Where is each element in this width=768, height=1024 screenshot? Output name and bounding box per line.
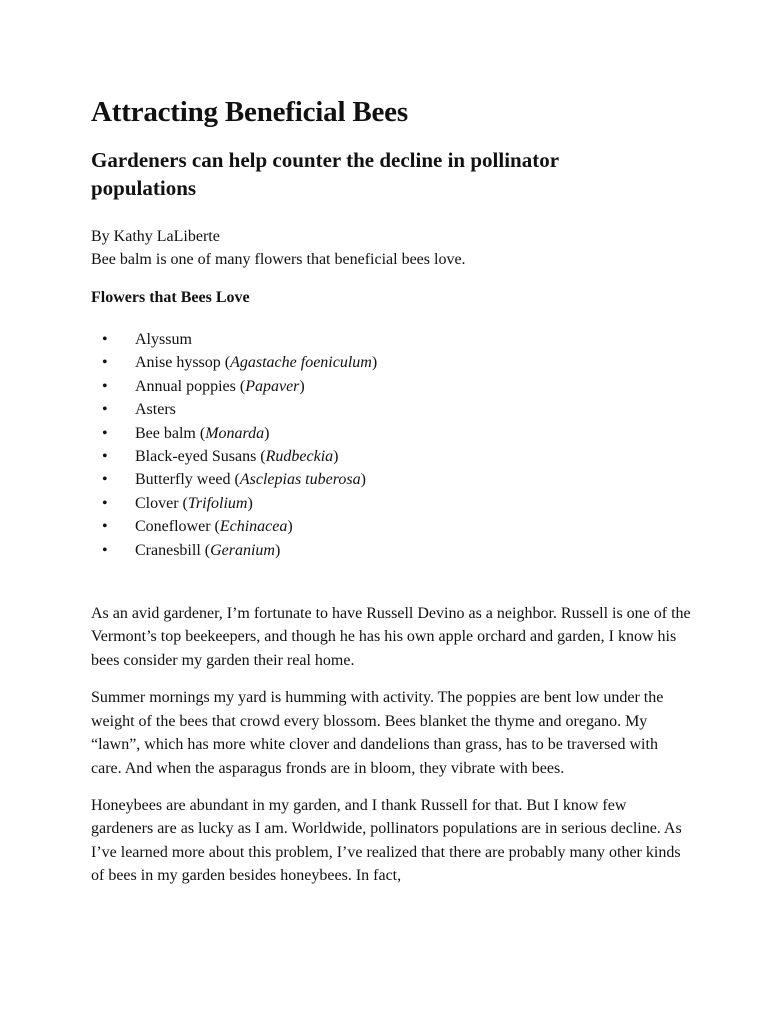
flower-common-name: Anise hyssop (: [135, 354, 231, 372]
flower-latin-name: Trifolium: [187, 494, 248, 512]
list-item: [91, 445, 691, 468]
bullet-icon: •: [102, 424, 108, 442]
bullet-icon: •: [102, 401, 108, 419]
flower-latin-name: Rudbeckia: [265, 448, 334, 466]
flower-paren-close: ): [333, 448, 339, 466]
flower-common-name: Cranesbill (: [135, 541, 211, 559]
flower-paren-close: ): [287, 518, 293, 536]
bullet-icon: •: [102, 494, 108, 512]
flower-paren-close: ): [360, 471, 366, 489]
flower-latin-name: Agastache foeniculum: [230, 354, 372, 372]
list-item: [91, 539, 691, 562]
flower-common-name: Asters: [135, 401, 176, 419]
body-paragraph: Summer mornings my yard is humming with activity. The poppies are bent low under the weight of the bees that crowd every blossom. Bees blanket the thyme and oregano. My “lawn”, which has more white clover and dandelions than grass, has to be traversed with care. And when the asparagus fronds are in bloom, they vibrate with bees.: [91, 689, 664, 777]
bullet-icon: •: [102, 518, 108, 536]
flower-paren-close: ): [371, 354, 378, 372]
flower-common-name: Butterfly weed (: [135, 471, 240, 489]
byline: By Kathy LaLiberte: [91, 228, 220, 245]
image-caption: Bee balm is one of many flowers that beneficial bees love.: [91, 251, 466, 268]
flower-latin-name: Asclepias tuberosa: [239, 471, 361, 489]
flower-common-name: Bee balm (: [135, 424, 206, 442]
list-item: [91, 351, 691, 374]
flower-paren-close: ): [264, 424, 270, 442]
list-item: [91, 492, 691, 515]
article: [91, 94, 691, 888]
list-item: [91, 515, 691, 538]
list-heading: Flowers that Bees Love: [91, 289, 250, 306]
flower-latin-name: Papaver: [245, 377, 300, 395]
flower-paren-close: ): [274, 541, 281, 559]
flower-common-name: Black-eyed Susans (: [135, 448, 266, 466]
bullet-icon: •: [102, 541, 108, 559]
list-item: [91, 328, 691, 351]
list-item: [91, 375, 691, 398]
list-item: [91, 422, 691, 445]
flower-common-name: Coneflower (: [135, 518, 220, 536]
flower-common-name: Clover (: [135, 494, 188, 512]
flower-latin-name: Geranium: [210, 541, 275, 559]
flower-latin-name: Monarda: [205, 424, 265, 442]
flower-paren-close: ): [247, 494, 253, 512]
article-title: Attracting Beneficial Bees: [91, 96, 408, 128]
body-paragraph: Honeybees are abundant in my garden, and I thank Russell for that. But I know few gardeners are as lucky as I am. Worldwide, pollinators populations are in serious decline. As I’ve learned more about this problem, I’ve realized that there are probably many other kinds of bees in my garden besides honeybees. In fact,: [91, 796, 682, 885]
bullet-icon: •: [102, 331, 108, 348]
body-paragraph: As an avid gardener, I’m fortunate to have Russell Devino as a neighbor. Russell is one of the Vermont’s top beekeepers, and though he has his own apple orchard and garden, I know his bees consider my garden their real home.: [91, 605, 691, 669]
bullet-icon: •: [102, 471, 108, 489]
article-subtitle: Gardeners can help counter the decline in pollinator populations: [91, 148, 559, 200]
flower-common-name: Annual poppies (: [135, 377, 246, 395]
bullet-icon: •: [102, 354, 108, 372]
list-item: [91, 468, 691, 491]
list-item: [91, 398, 691, 421]
bullet-icon: •: [102, 448, 108, 466]
flower-list: [91, 328, 691, 562]
flower-latin-name: Echinacea: [219, 518, 288, 536]
flower-common-name: Alyssum: [135, 331, 192, 348]
bullet-icon: •: [102, 377, 108, 395]
flower-paren-close: ): [299, 377, 305, 395]
